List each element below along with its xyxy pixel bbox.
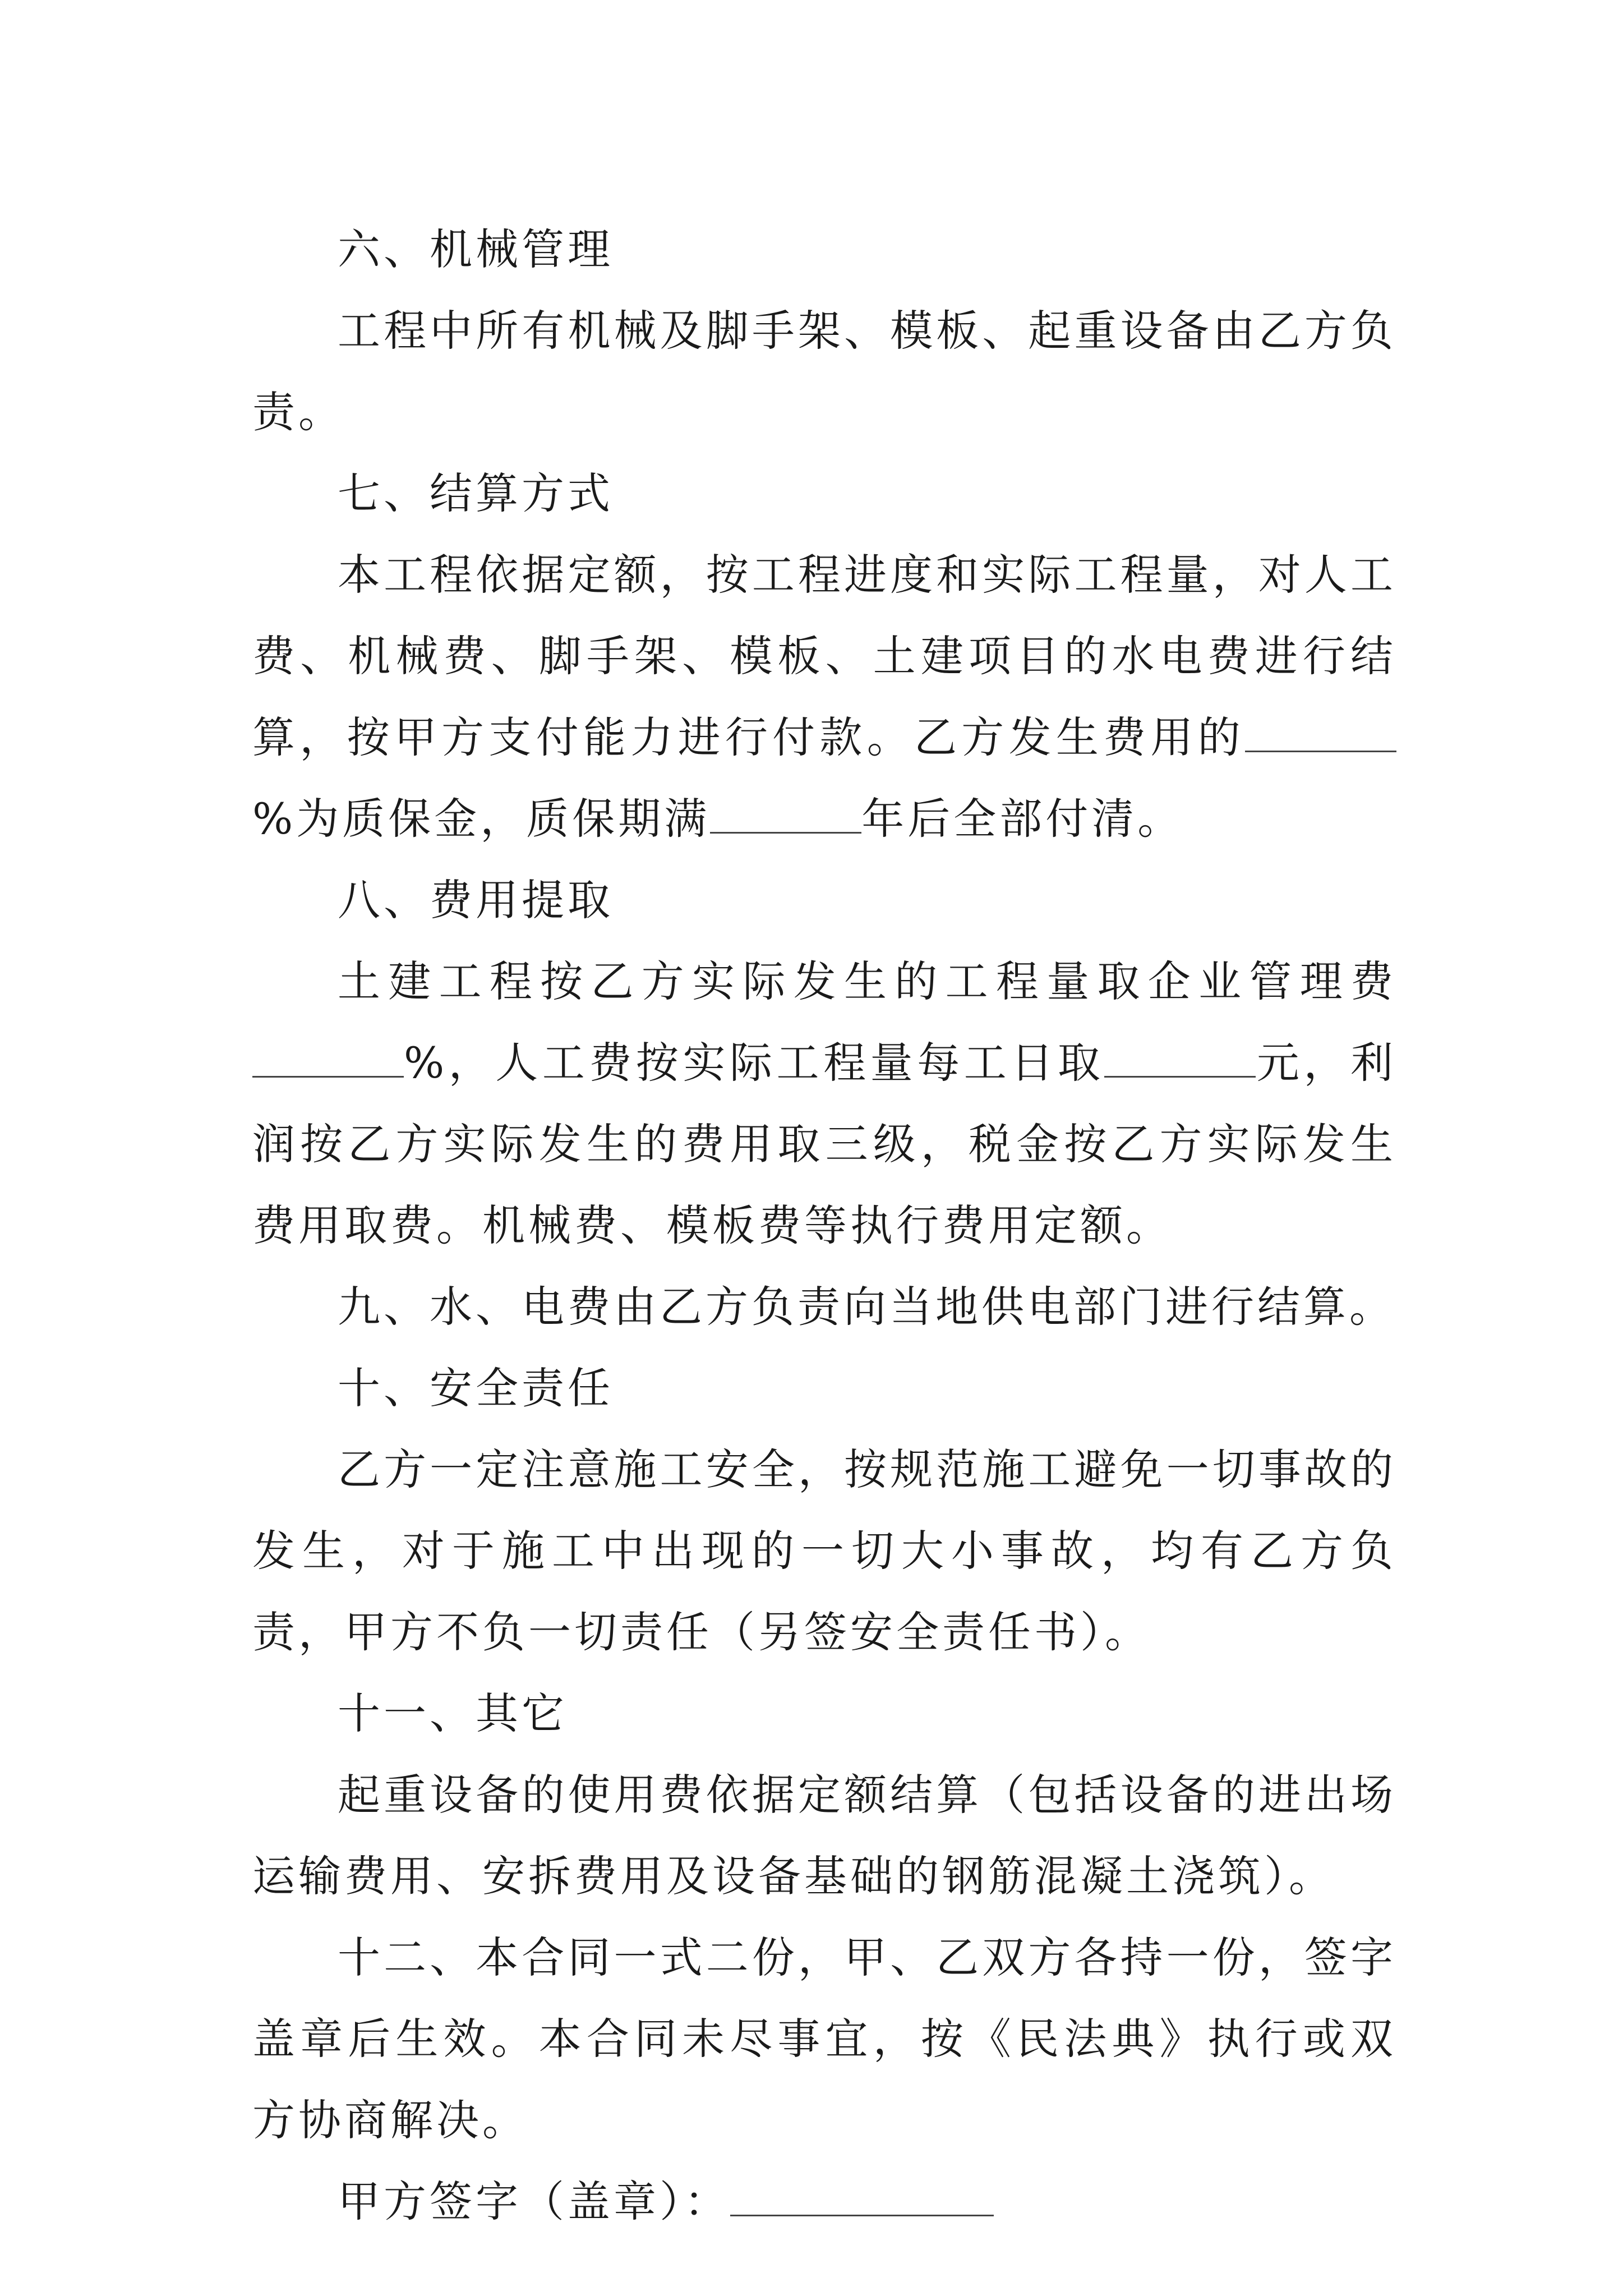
section-6-body: 工程中所有机械及脚手架、模板、起重设备由乙方负责。 xyxy=(252,306,1396,437)
section-8-title: 八、费用提取 xyxy=(338,875,614,925)
section-7-title: 七、结算方式 xyxy=(338,468,614,518)
section-8-body: 土建工程按乙方实际发生的工程量取企业管理费%，人工费按实际工程量每工日取 元，利润按乙方实际发生的费用取三级，税金按乙方实际发生费用取费。机械费、模板费等执行费用定额。 xyxy=(252,956,1397,1250)
section-10-body: 乙方一定注意施工安全，按规范施工避免一切事故的发生，对于施工中出现的一切大小事故，均有乙方负责，甲方不负一切责任（另签安全责任书）。 xyxy=(252,1444,1396,1657)
retention-years-blank xyxy=(710,798,861,834)
section-10-title: 十、安全责任 xyxy=(338,1363,614,1413)
party-a-signature: 甲方签字（盖章）： xyxy=(252,2161,1396,2242)
party-a-signature-blank[interactable] xyxy=(730,2181,994,2216)
section-9: 九、水、电费由乙方负责向当地供电部门进行结算。 xyxy=(338,1282,1395,1332)
management-fee-blank xyxy=(252,1042,404,1078)
retention-percent-blank xyxy=(1245,717,1396,752)
section-12: 十二、本合同一式二份，甲、乙双方各持一份，签字盖章后生效。本合同未尽事宜，按《民法典》执行或双方协商解决。 xyxy=(252,1932,1396,2145)
section-6-title: 六、机械管理 xyxy=(338,224,614,274)
section-11-title: 十一、其它 xyxy=(338,1688,568,1738)
section-11-body: 起重设备的使用费依据定额结算（包括设备的进出场运输费用、安拆费用及设备基础的钢筋混凝土浇筑）。 xyxy=(252,1770,1396,1901)
section-7-body: 本工程依据定额，按工程进度和实际工程量，对人工费、机械费、脚手架、模板、土建项目的水电费进行结算，按甲方支付能力进行付款。乙方发生费用的%为质保金，质保期满 年后全部付清。 xyxy=(252,550,1396,844)
contract-page xyxy=(252,209,1396,2242)
daily-labor-blank xyxy=(1104,1042,1256,1078)
